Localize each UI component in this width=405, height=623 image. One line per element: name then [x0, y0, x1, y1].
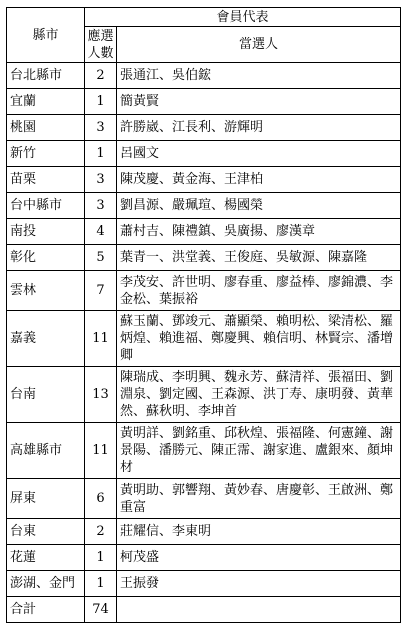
total-row [7, 597, 401, 623]
county-cell: 台北縣市 [7, 63, 85, 89]
county-cell: 南投 [7, 219, 85, 245]
table-row [7, 63, 401, 89]
names-cell: 張通江、吳伯鋐 [117, 63, 401, 89]
names-cell: 陳茂慶、黃金海、王津柏 [117, 167, 401, 193]
table-row [7, 167, 401, 193]
names-cell: 葉青一、洪堂義、王俊庭、吳敏源、陳嘉隆 [117, 245, 401, 271]
county-cell: 宜蘭 [7, 89, 85, 115]
names-cell: 蕭村吉、陳禮鎮、吳廣揚、廖漢章 [117, 219, 401, 245]
names-cell: 簡黃賢 [117, 89, 401, 115]
county-cell: 雲林 [7, 271, 85, 311]
table-row [7, 479, 401, 519]
table-row [7, 115, 401, 141]
table-row [7, 519, 401, 545]
table-row [7, 311, 401, 367]
document-page [6, 7, 401, 623]
total-seats: 74 [85, 597, 117, 623]
names-cell: 黃明詳、劉銘重、邱秋煌、張福隆、何憲鐘、謝景陽、潘勝元、陳正霈、謝家進、盧銀來、顏坤材 [117, 423, 401, 479]
county-cell: 花蓮 [7, 545, 85, 571]
seats-cell: 7 [85, 271, 117, 311]
names-cell: 李茂安、許世明、廖春重、廖益棒、廖錦濃、李金松、葉振裕 [117, 271, 401, 311]
table-row [7, 245, 401, 271]
seats-header: 應選人數 [85, 27, 117, 63]
names-cell: 蘇玉蘭、鄧竣元、蕭顯榮、賴明松、梁清松、羅炳煌、賴進福、鄭慶興、賴信明、林賢宗、潘增卿 [117, 311, 401, 367]
county-cell: 彰化 [7, 245, 85, 271]
group-header: 會員代表 [85, 8, 401, 27]
county-cell: 台東 [7, 519, 85, 545]
table-row [7, 271, 401, 311]
seats-cell: 1 [85, 141, 117, 167]
header-row-1 [7, 8, 401, 27]
names-cell: 王振發 [117, 571, 401, 597]
names-cell: 莊耀信、李東明 [117, 519, 401, 545]
county-cell: 嘉義 [7, 311, 85, 367]
representatives-table [6, 7, 401, 623]
seats-cell: 1 [85, 545, 117, 571]
names-cell: 柯茂盛 [117, 545, 401, 571]
names-cell: 呂國文 [117, 141, 401, 167]
seats-cell: 13 [85, 367, 117, 423]
table-row [7, 193, 401, 219]
county-cell: 屏東 [7, 479, 85, 519]
county-cell: 新竹 [7, 141, 85, 167]
seats-cell: 1 [85, 89, 117, 115]
seats-cell: 3 [85, 193, 117, 219]
table-row [7, 89, 401, 115]
seats-cell: 2 [85, 63, 117, 89]
table-row [7, 141, 401, 167]
seats-cell: 2 [85, 519, 117, 545]
county-cell: 高雄縣市 [7, 423, 85, 479]
seats-cell: 11 [85, 311, 117, 367]
names-cell: 劉昌源、嚴珮瑄、楊國榮 [117, 193, 401, 219]
county-cell: 澎湖、金門 [7, 571, 85, 597]
table-row [7, 219, 401, 245]
seats-cell: 3 [85, 115, 117, 141]
names-cell: 黃明助、郭響翔、黃妙春、唐慶彰、王啟洲、鄭重富 [117, 479, 401, 519]
county-cell: 苗栗 [7, 167, 85, 193]
names-cell: 許勝崴、江長利、游輝明 [117, 115, 401, 141]
elected-header: 當選人 [117, 27, 401, 63]
county-cell: 桃園 [7, 115, 85, 141]
seats-cell: 6 [85, 479, 117, 519]
seats-cell: 3 [85, 167, 117, 193]
seats-cell: 11 [85, 423, 117, 479]
table-row [7, 571, 401, 597]
county-header: 縣市 [7, 8, 85, 63]
county-cell: 台中縣市 [7, 193, 85, 219]
seats-cell: 5 [85, 245, 117, 271]
total-empty [117, 597, 401, 623]
table-row [7, 423, 401, 479]
seats-cell: 4 [85, 219, 117, 245]
table-row [7, 545, 401, 571]
total-label: 合計 [7, 597, 85, 623]
table-row [7, 367, 401, 423]
names-cell: 陳瑞成、李明興、魏永芳、蘇清祥、張福田、劉淵泉、劉定國、王森源、洪丁寿、康明發、黃華然、蘇秋明、李坤首 [117, 367, 401, 423]
county-cell: 台南 [7, 367, 85, 423]
seats-cell: 1 [85, 571, 117, 597]
